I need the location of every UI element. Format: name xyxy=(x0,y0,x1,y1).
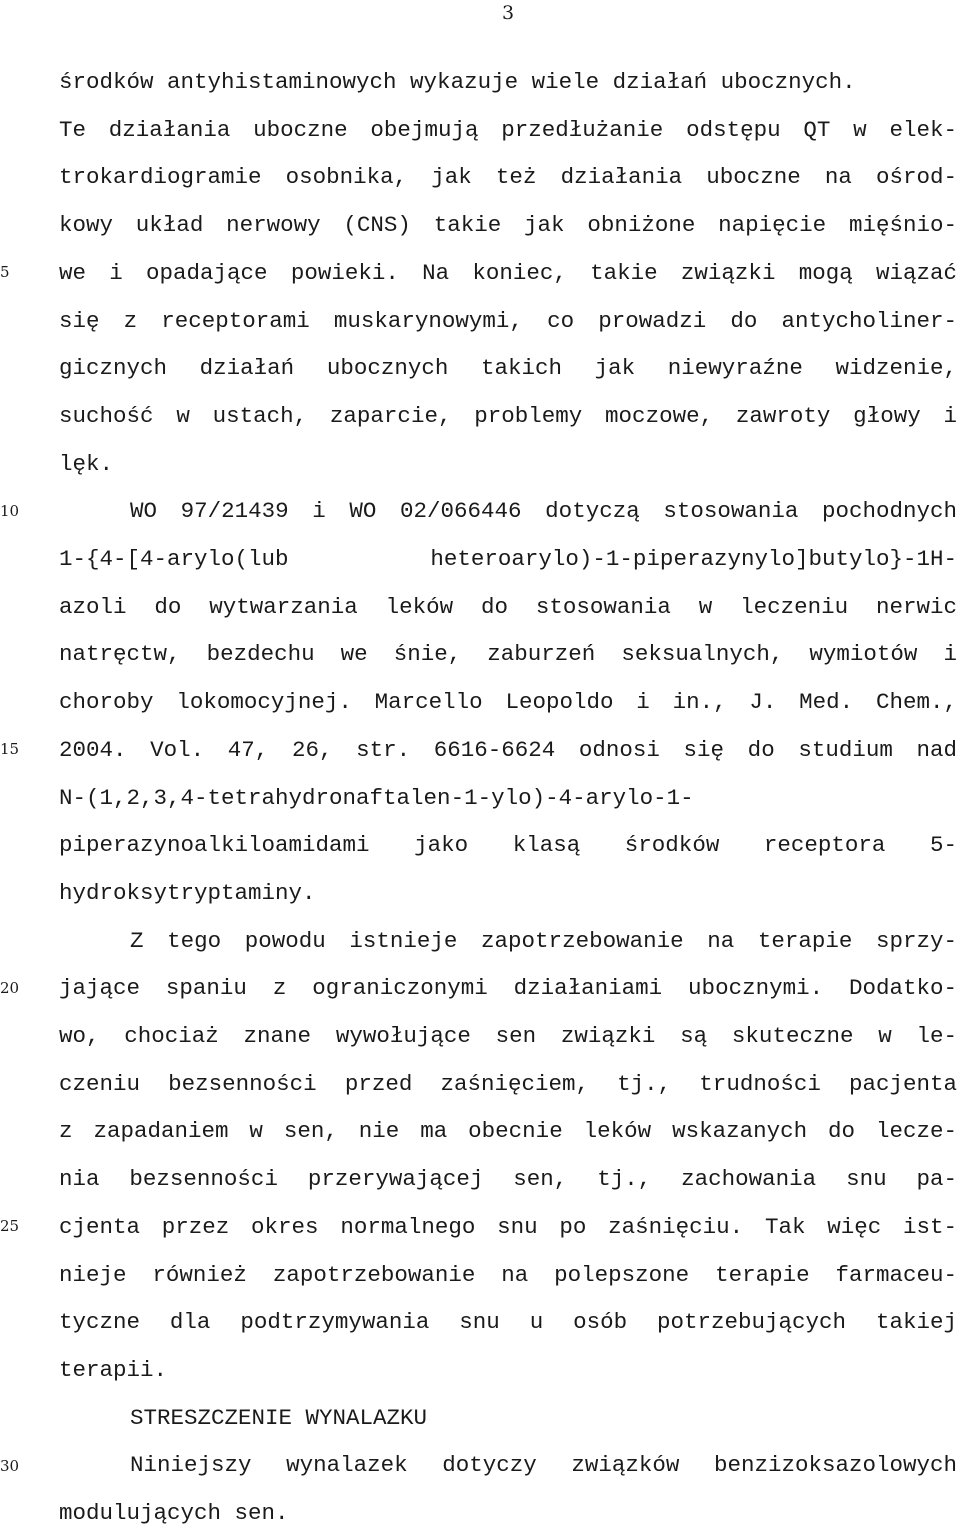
line-number-30: 30 xyxy=(0,1457,20,1475)
text-line: wo, chociaż znane wywołujące sen związki są skuteczne w le- xyxy=(59,1023,957,1049)
text-line: cjenta przez okres normalnego snu po zaśnięciu. Tak więc ist- xyxy=(59,1213,957,1240)
text-line: lęk. xyxy=(59,450,114,477)
text-line: czeniu bezsenności przed zaśnięciem, tj., trudności pacjenta xyxy=(59,1070,957,1097)
line-number-10: 10 xyxy=(0,502,20,520)
text-line: Niniejszy wynalazek dotyczy związków benzizoksazolowych xyxy=(130,1452,957,1479)
line-number-5: 5 xyxy=(0,263,10,281)
text-line: hydroksytryptaminy. xyxy=(59,879,316,906)
text-line: środków antyhistaminowych wykazuje wiele działań ubocznych. xyxy=(59,69,856,95)
text-line: jające spaniu z ograniczonymi działaniami ubocznymi. Dodatko- xyxy=(59,975,957,1002)
text-line: STRESZCZENIE WYNALAZKU xyxy=(130,1404,428,1431)
text-line: gicznych działań ubocznych takich jak niewyraźne widzenie, xyxy=(59,355,957,382)
text-line: 1-{4-[4-arylo(lub heteroarylo)-1-piperazynylo]butylo}-1H- xyxy=(59,546,957,572)
text-line: we i opadające powieki. Na koniec, takie związki mogą wiązać xyxy=(59,259,957,286)
text-line: N-(1,2,3,4-tetrahydronaftalen-1-ylo)-4-arylo-1- xyxy=(59,784,694,811)
text-line: azoli do wytwarzania leków do stosowania w leczeniu nerwic xyxy=(59,593,957,620)
text-line: kowy układ nerwowy (CNS) takie jak obniżone napięcie mięśnio- xyxy=(59,212,957,239)
text-line: modulujących sen. xyxy=(59,1500,289,1526)
text-line: trokardiogramie osobnika, jak też działania uboczne na ośrod- xyxy=(59,164,957,191)
text-line: piperazynoalkiloamidami jako klasą środków receptora 5- xyxy=(59,832,957,859)
text-line: 2004. Vol. 47, 26, str. 6616-6624 odnosi się do studium nad xyxy=(59,736,957,763)
text-line: nia bezsenności przerywającej sen, tj., zachowania snu pa- xyxy=(59,1166,957,1193)
page-number: 3 xyxy=(501,2,515,24)
text-line: z zapadaniem w sen, nie ma obecnie leków wskazanych do lecze- xyxy=(59,1118,957,1145)
line-number-25: 25 xyxy=(0,1217,20,1235)
line-number-15: 15 xyxy=(0,740,20,758)
text-line: suchość w ustach, zaparcie, problemy moczowe, zawroty głowy i xyxy=(59,402,957,429)
text-line: się z receptorami muskarynowymi, co prowadzi do antycholiner- xyxy=(59,307,957,334)
line-number-20: 20 xyxy=(0,979,20,997)
text-line: tyczne dla podtrzymywania snu u osób potrzebujących takiej xyxy=(59,1309,957,1336)
text-line: WO 97/21439 i WO 02/066446 dotyczą stosowania pochodnych xyxy=(130,498,957,525)
text-line: natręctw, bezdechu we śnie, zaburzeń seksualnych, wymiotów i xyxy=(59,641,957,668)
text-line: nieje również zapotrzebowanie na polepszone terapie farmaceu- xyxy=(59,1261,957,1288)
text-line: terapii. xyxy=(59,1356,168,1383)
text-line: Te działania uboczne obejmują przedłużanie odstępu QT w elek- xyxy=(59,116,957,143)
text-line: choroby lokomocyjnej. Marcello Leopoldo i in., J. Med. Chem., xyxy=(59,689,957,716)
text-line: Z tego powodu istnieje zapotrzebowanie na terapie sprzy- xyxy=(130,927,957,954)
